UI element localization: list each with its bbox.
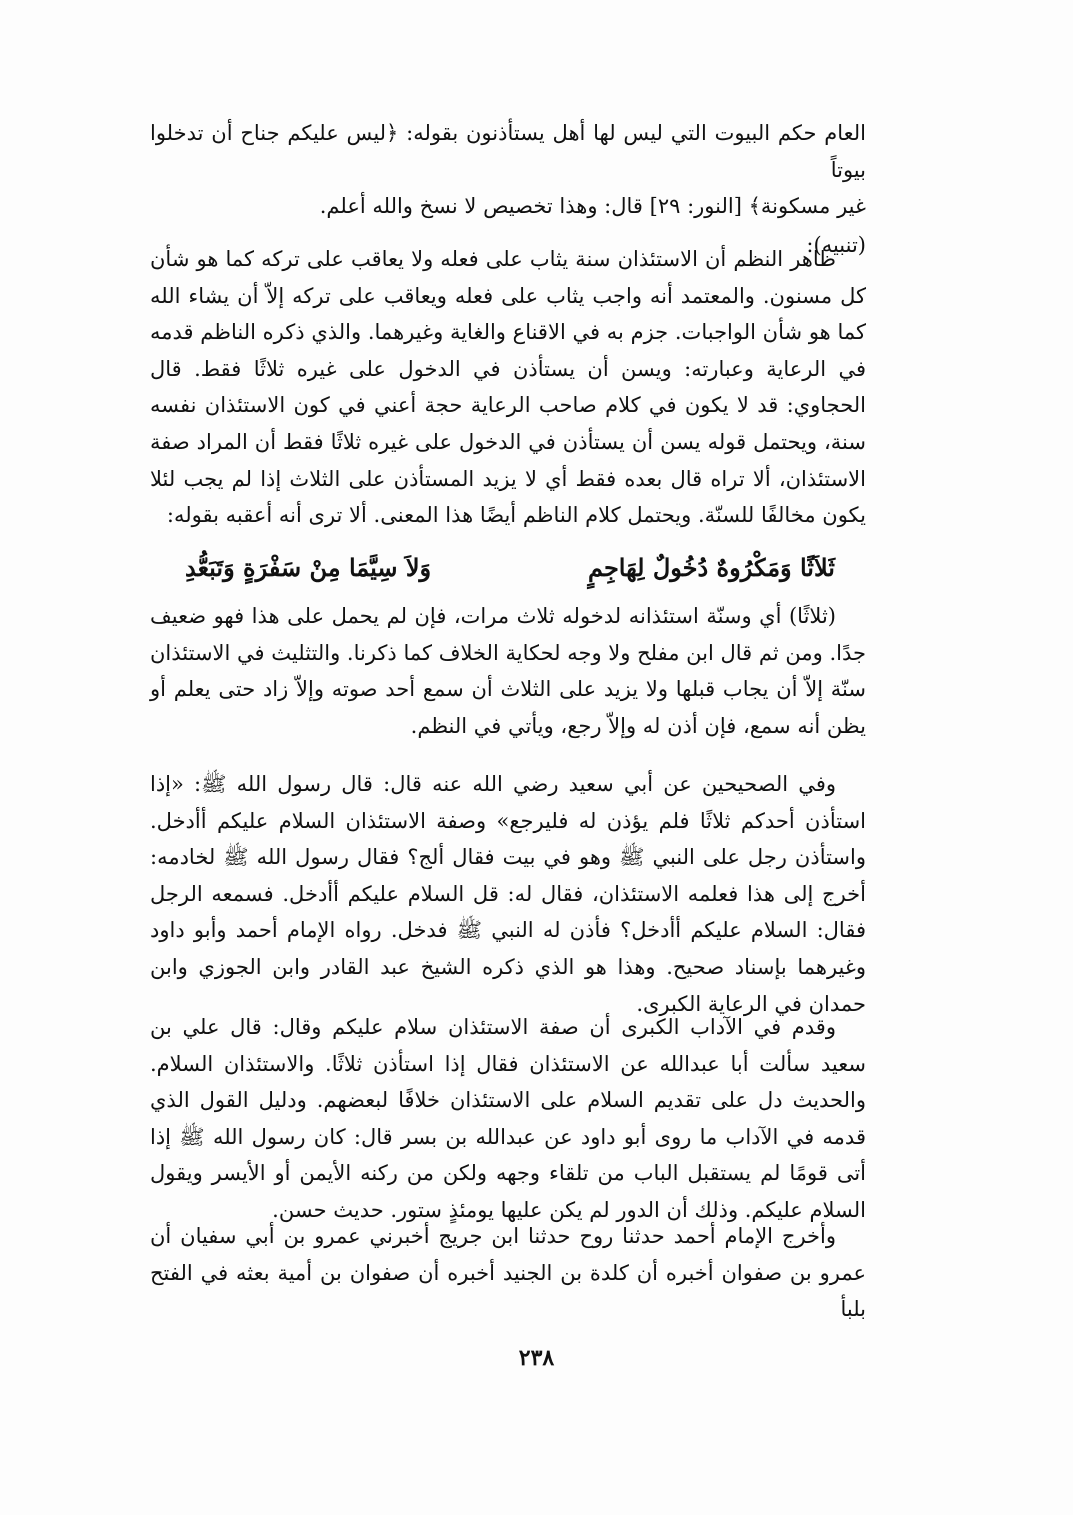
ahmad-paragraph: وأخرج الإمام أحمد حدثنا روح حدثنا ابن جريج أخبرني عمرو بن أبي سفيان أن عمرو بن صفوان أخبره أن كلدة بن الجنيد أخبره أن صفوان بن أمية بعثه في الفتح بلبأ [150,1224,866,1322]
note-heading: (تنبيه): [806,232,866,257]
adab-block [150,1009,866,1229]
page-number: ٢٣٨ [518,1345,555,1371]
verse-hemistich-1: ثَلاَثًا وَمَكْرُوهٌ دُخُولٌ لِهَاجِمٍ [587,553,835,582]
hadith-block [150,766,866,1022]
verse-hemistich-2: وَلاَ سِيَّمَا مِنْ سَفْرَةٍ وَتَبَعُّدِ [185,553,432,582]
note-paragraph: ظاهر النظم أن الاستئذان سنة يثاب على فعله ولا يعاقب على تركه كما هو شأن كل مسنون. والمعتمد أنه واجب يثاب على فعله ويعاقب على تركه إلاّ أن يشاء الله كما هو شأن الواجبات. جزم به في الاقناع والغاية وغيرهما. والذي ذكره الناظم قدمه في الرعاية وعبارته: ويسن أن يستأذن في الدخول على غيره ثلاثًا فقط. قال الحجاوي: قد لا يكون في كلام صاحب الرعاية حجة أعني في كون الاستئذان نفسه سنة، ويحتمل قوله يسن أن يستأذن في الدخول على غيره ثلاثًا فقط أن المراد صفة الاستئذان، ألا تراه قال بعده فقط أي لا يزيد المستأذن على الثلاث إذا لم يجب لئلا يكون مخالفًا للسنّة. ويحتمل كلام الناظم أيضًا هذا المعنى. ألا ترى أنه أعقبه بقوله: [150,247,867,528]
ahmad-block [150,1218,866,1328]
intro-line-2: غير مسكونة﴾ [النور: ٢٩] قال: وهذا تخصيص لا نسخ والله أعلم. [319,194,866,219]
explanation-paragraph: (ثلاثًا) أي وسنّة استئذانه لدخوله ثلاث مرات، فإن لم يحمل على هذا فهو ضعيف جدًا. ومن ثم قال ابن مفلح ولا وجه لحكاية الخلاف كما ذكرنا. والتثليث في الاستئذان سنّة إلاّ أن يجاب قبلها ولا يزيد على الثلاث أن سمع أحد صوته وإلاّ زاد حتى يعلم أو يظن أنه سمع، فإن أذن له وإلاّ رجع، ويأتي في النظم. [150,604,866,738]
adab-paragraph: وقدم في الآداب الكبرى أن صفة الاستئذان سلام عليكم وقال: قال علي بن سعيد سألت أبا عبدالله عن الاستئذان فقال إذا استأذن ثلاثًا. والاستئذان السلام. والحديث دل على تقديم السلام على الاستئذان خلافًا لبعضهم. ودليل القول الذي قدمه في الآداب ما روى أبو داود عن عبدالله بن بسر قال: كان رسول الله ﷺ إذا أتى قومًا لم يستقبل الباب من تلقاء وجهه ولكن من ركنه الأيمن أو الأيسر ويقول السلام عليكم. وذلك أن الدور لم يكن عليها يومئذٍ ستور. حديث حسن. [150,1015,866,1222]
poetry-verse [185,550,835,586]
hadith-paragraph: وفي الصحيحين عن أبي سعيد رضي الله عنه قال: قال رسول الله ﷺ: «إذا استأذن أحدكم ثلاثًا فلم يؤذن له فليرجع» وصفة الاستئذان السلام عليكم أأدخل. واستأذن رجل على النبي ﷺ وهو في بيت فقال ألج؟ فقال رسول الله ﷺ لخادمه: أخرج إلى هذا فعلمه الاستئذان، فقال له: قل السلام عليكم أأدخل. فسمعه الرجل فقال: السلام عليكم أأدخل؟ فأذن له النبي ﷺ فدخل. رواه الإمام أحمد وأبو داود وغيرهما بإسناد صحيح. وهذا هو الذي ذكره الشيخ عبد القادر وابن الجوزي وابن حمدان في الرعاية الكبرى. [150,772,866,1016]
note-paragraph-block [150,241,866,534]
intro-line-1: العام حكم البيوت التي ليس لها أهل يستأذنون بقوله: ﴿ليس عليكم جناح أن تدخلوا بيوتاً [150,121,866,182]
explanation-block [150,598,866,744]
